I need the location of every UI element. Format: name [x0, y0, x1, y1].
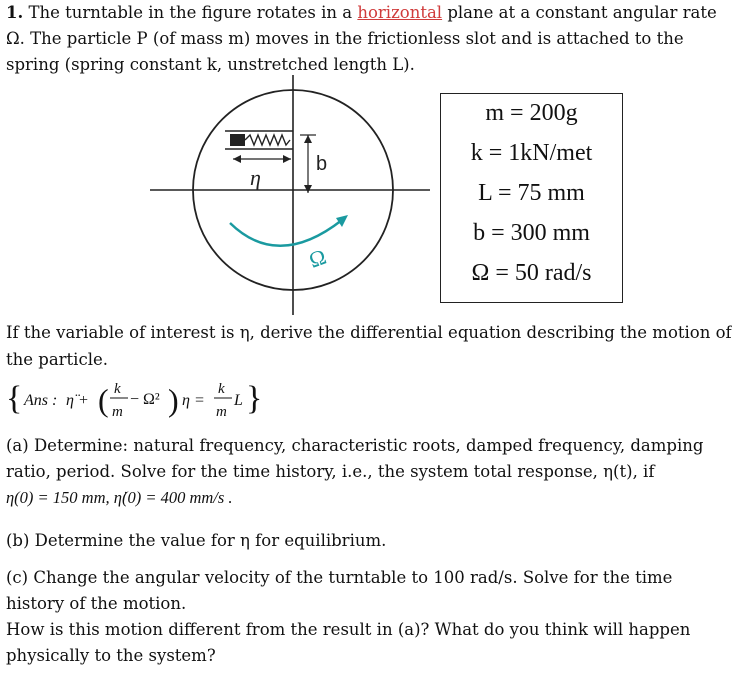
turntable-diagram — [150, 75, 440, 315]
problem-text-1a: The turntable in the figure rotates in a — [28, 3, 353, 22]
param-unstretched-length: L = 75 mm — [478, 180, 585, 206]
rotation-arrowhead — [336, 215, 348, 227]
eta-double-dot: η̈ + — [66, 392, 89, 409]
b-arrow-top — [304, 135, 312, 143]
eta-equals: η = — [182, 392, 205, 409]
param-mass: m = 200g — [485, 100, 578, 126]
left-brace: { — [6, 380, 23, 417]
omega-label: Ω — [305, 243, 330, 273]
minus-omega-squared: − Ω² — [130, 391, 160, 408]
horizontal-link[interactable]: horizontal — [357, 3, 443, 22]
frac2-den: m — [216, 404, 227, 420]
eta-arrow-right — [283, 155, 291, 163]
right-paren: ) — [168, 382, 179, 418]
answer-prefix: Ans : — [24, 392, 58, 409]
problem-line-2: Ω. The particle P (of mass m) moves in the frictionless slot and is attached to the — [6, 29, 684, 48]
part-a-line-2: ratio, period. Solve for the time history, i.e., the system total response, η(t), if — [6, 462, 655, 481]
part-c-line-3: How is this motion different from the result in (a)? What do you think will happen — [6, 620, 691, 639]
rotation-arc — [230, 220, 342, 246]
part-a-line-3: η(0) = 150 mm, η̇(0) = 400 mm/s . — [6, 488, 233, 507]
b-arrow-bottom — [304, 185, 312, 193]
parameters-box — [440, 93, 623, 303]
part-c-line-1: (c) Change the angular velocity of the turntable to 100 rad/s. Solve for the time — [6, 568, 673, 587]
frac2-num: k — [218, 381, 225, 397]
problem-line-1 — [6, 0, 717, 26]
part-c-line-4: physically to the system? — [6, 646, 216, 665]
eta-label: η — [250, 165, 261, 190]
eta-arrow-left — [233, 155, 241, 163]
param-spring-constant: k = 1kN/met — [470, 140, 593, 166]
mass-particle — [230, 134, 245, 146]
question-line-2: the particle. — [6, 350, 108, 369]
problem-text-1b: plane at a constant angular rate — [447, 3, 717, 22]
problem-number: 1. — [6, 3, 24, 22]
param-omega: Ω = 50 rad/s — [471, 260, 592, 286]
b-label: b — [316, 153, 328, 175]
param-b: b = 300 mm — [473, 220, 590, 246]
right-brace: } — [246, 380, 263, 417]
L-term: L — [234, 392, 243, 409]
part-a-line-1: (a) Determine: natural frequency, characteristic roots, damped frequency, damping — [6, 436, 704, 455]
frac1-den: m — [112, 404, 123, 420]
spring — [245, 135, 290, 145]
answer-equation — [6, 375, 306, 425]
frac1-num: k — [114, 381, 121, 397]
part-b-line-1: (b) Determine the value for η for equilibrium. — [6, 531, 387, 550]
question-line-1: If the variable of interest is η, derive the differential equation describing the motion of — [6, 323, 732, 342]
problem-line-3: spring (spring constant k, unstretched length L). — [6, 55, 415, 74]
part-c-line-2: history of the motion. — [6, 594, 187, 613]
left-paren: ( — [98, 382, 109, 418]
